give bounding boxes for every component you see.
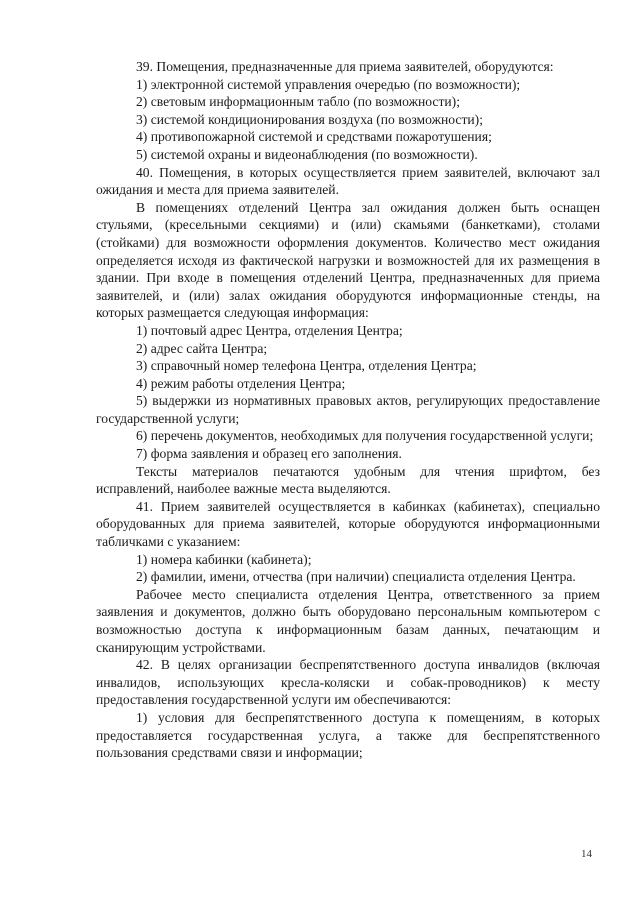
list-item: 3) системой кондиционирования воздуха (по возможности); bbox=[136, 111, 483, 127]
paragraph: В помещениях отделений Центра зал ожидания должен быть оснащен стульями, (кресельными секциями) и (или) скамьями (банкетками), столами (стойками) для возможности оформления документов. Количество мест ожидания определяется исходя из фактической нагрузки и возможностей для их размещения в здании. При входе в помещения отделений Центра, предназначенных для приема заявителей, и (или) залах ожидания оборудуются информационные стенды, на которых размещается следующая информация: bbox=[96, 199, 600, 321]
list-item: 5) системой охраны и видеонаблюдения (по возможности). bbox=[136, 146, 478, 162]
list-item: 1) номера кабинки (кабинета); bbox=[136, 551, 312, 567]
paragraph: 39. Помещения, предназначенные для приема заявителей, оборудуются: bbox=[136, 59, 554, 74]
list-item: 1) электронной системой управления очередью (по возможности); bbox=[136, 76, 521, 92]
list-item: 3) справочный номер телефона Центра, отделения Центра; bbox=[136, 358, 477, 374]
paragraph: 42. В целях организации беспрепятственного доступа инвалидов (включая инвалидов, использующих кресла-коляски и собак-проводников) к месту предоставления государственной услуги им обеспечиваются: bbox=[96, 657, 600, 708]
page-number: 14 bbox=[581, 848, 592, 860]
list-item: 2) световым информационным табло (по возможности); bbox=[136, 94, 460, 110]
list-item: 1) почтовый адрес Центра, отделения Центра; bbox=[136, 322, 403, 338]
paragraph: 41. Прием заявителей осуществляется в кабинках (кабинетах), специально оборудованных для приема заявителей, которые оборудуются информационными табличками с указанием: bbox=[96, 498, 600, 550]
list-item: 4) противопожарной системой и средствами пожаротушения; bbox=[136, 129, 492, 145]
list-item: 2) адрес сайта Центра; bbox=[136, 340, 268, 356]
list-item: 7) форма заявления и образец его заполнения. bbox=[136, 446, 402, 462]
paragraph: Рабочее место специалиста отделения Центра, ответственного за прием заявления и документов, должно быть оборудовано персональным компьютером с возможностью доступа к информационным базам данных, печатающим и сканирующим устройствами. bbox=[96, 586, 600, 655]
list-item: 5) выдержки из нормативных правовых актов, регулирующих предоставление государственной услуги; bbox=[96, 393, 600, 426]
list-item: 6) перечень документов, необходимых для получения государственной услуги; bbox=[136, 428, 594, 444]
paragraph: Тексты материалов печатаются удобным для чтения шрифтом, без исправлений, наиболее важные места выделяются. bbox=[96, 463, 600, 497]
list-item: 2) фамилии, имени, отчества (при наличии) специалиста отделения Центра. bbox=[136, 569, 576, 585]
list-item: 1) условия для беспрепятственного доступа к помещениям, в которых предоставляется государственная услуга, а также для беспрепятственного пользования средствами связи и информации; bbox=[96, 709, 600, 761]
document-body bbox=[96, 58, 600, 762]
list-item: 4) режим работы отделения Центра; bbox=[136, 375, 346, 391]
paragraph: 40. Помещения, в которых осуществляется прием заявителей, включают зал ожидания и места для приема заявителей. bbox=[96, 164, 600, 198]
